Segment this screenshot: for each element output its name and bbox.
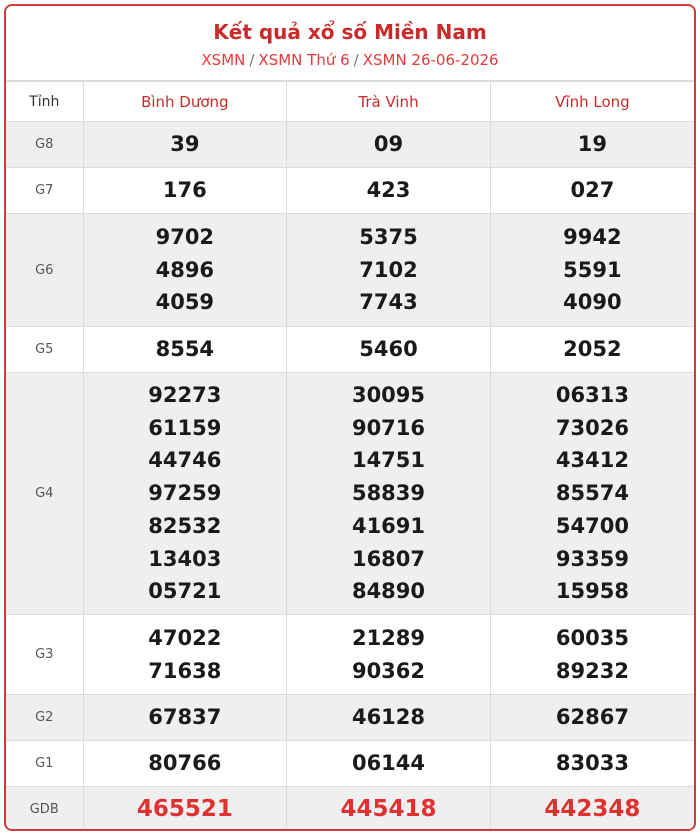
prize-number: 19 — [577, 132, 608, 157]
prize-cell — [490, 695, 694, 741]
prize-row — [6, 327, 694, 373]
prize-number: 71638 — [148, 658, 222, 683]
special-prize-number: 445418 — [340, 796, 437, 823]
prize-cell — [287, 695, 491, 741]
prize-cell — [287, 373, 491, 615]
province-column-header: Tỉnh — [6, 82, 83, 122]
prize-number: 84890 — [351, 579, 426, 604]
prize-number: 39 — [170, 132, 200, 157]
prize-number: 61159 — [148, 415, 222, 440]
prize-number: 2052 — [563, 337, 622, 362]
breadcrumb-separator: / — [353, 51, 359, 69]
breadcrumb-link-date[interactable]: XSMN 26-06-2026 — [362, 51, 499, 69]
prize-number: 7743 — [359, 290, 418, 315]
prize-cell — [490, 122, 694, 168]
prize-number: 46128 — [351, 705, 426, 730]
prize-number: 05721 — [148, 579, 222, 604]
prize-cell — [83, 615, 287, 695]
results-card — [4, 4, 696, 831]
prize-number: 13403 — [148, 546, 222, 571]
prize-number: 85574 — [555, 481, 629, 506]
prize-number: 93359 — [555, 546, 629, 571]
prize-label: G4 — [6, 373, 83, 615]
breadcrumb-link-xsmn[interactable]: XSMN — [201, 51, 246, 69]
breadcrumb — [6, 50, 694, 70]
prize-row — [6, 695, 694, 741]
table-header-row — [6, 82, 694, 122]
prize-cell — [83, 373, 287, 615]
prize-cell — [490, 741, 694, 787]
prize-number: 44746 — [148, 448, 222, 473]
prize-number: 30095 — [351, 383, 426, 408]
prize-row — [6, 214, 694, 327]
prize-cell — [287, 122, 491, 168]
prize-number: 16807 — [351, 546, 426, 571]
prize-label: G1 — [6, 741, 83, 787]
prize-row — [6, 168, 694, 214]
prize-number: 90716 — [351, 415, 426, 440]
prize-number: 9702 — [155, 224, 215, 249]
prize-number: 54700 — [555, 513, 629, 538]
prize-cell — [490, 214, 694, 327]
prize-row — [6, 741, 694, 787]
prize-number: 21289 — [351, 625, 426, 650]
prize-number: 14751 — [351, 448, 426, 473]
prize-number: 89232 — [555, 658, 629, 683]
results-header — [6, 6, 694, 81]
prize-number: 9942 — [563, 224, 622, 249]
prize-cell — [287, 615, 491, 695]
prize-row — [6, 122, 694, 168]
prize-cell — [83, 327, 287, 373]
prize-cell — [490, 327, 694, 373]
prize-number: 47022 — [148, 625, 222, 650]
prize-cell — [287, 327, 491, 373]
prize-number: 90362 — [351, 658, 426, 683]
prize-number: 5460 — [359, 337, 418, 362]
prize-number: 43412 — [555, 448, 629, 473]
breadcrumb-link-weekday[interactable]: XSMN Thứ 6 — [258, 51, 350, 69]
prize-number: 97259 — [148, 481, 222, 506]
prize-cell — [490, 787, 694, 832]
prize-number: 027 — [570, 178, 615, 203]
province-header[interactable]: Bình Dương — [83, 82, 287, 122]
prize-number: 92273 — [148, 383, 222, 408]
prize-number: 176 — [162, 178, 207, 203]
prize-cell — [83, 741, 287, 787]
prize-cell — [83, 122, 287, 168]
prize-cell — [83, 787, 287, 832]
prize-cell — [490, 168, 694, 214]
prize-rows — [6, 122, 694, 832]
prize-label: G2 — [6, 695, 83, 741]
prize-number: 82532 — [148, 513, 222, 538]
prize-cell — [83, 214, 287, 327]
prize-number: 58839 — [351, 481, 426, 506]
prize-label: G8 — [6, 122, 83, 168]
prize-number: 4090 — [563, 290, 622, 315]
prize-number: 4059 — [155, 290, 215, 315]
results-table — [6, 81, 694, 831]
prize-number: 5375 — [359, 224, 418, 249]
prize-number: 4896 — [155, 257, 215, 282]
prize-label: G6 — [6, 214, 83, 327]
prize-number: 06313 — [555, 383, 629, 408]
prize-label: GDB — [6, 787, 83, 832]
prize-row — [6, 615, 694, 695]
prize-number: 62867 — [555, 705, 629, 730]
prize-row — [6, 787, 694, 832]
province-header[interactable]: Trà Vinh — [287, 82, 491, 122]
prize-number: 41691 — [351, 513, 426, 538]
special-prize-number: 465521 — [136, 796, 233, 823]
prize-number: 5591 — [563, 257, 622, 282]
prize-row — [6, 373, 694, 615]
prize-label: G3 — [6, 615, 83, 695]
prize-cell — [83, 695, 287, 741]
prize-cell — [287, 214, 491, 327]
prize-number: 60035 — [555, 625, 629, 650]
prize-cell — [287, 168, 491, 214]
prize-cell — [83, 168, 287, 214]
prize-number: 80766 — [148, 751, 222, 776]
prize-cell — [287, 787, 491, 832]
prize-label: G5 — [6, 327, 83, 373]
prize-number: 06144 — [351, 751, 426, 776]
breadcrumb-separator: / — [249, 51, 255, 69]
prize-number: 83033 — [555, 751, 629, 776]
prize-number: 7102 — [359, 257, 418, 282]
prize-number: 67837 — [148, 705, 222, 730]
prize-cell — [490, 615, 694, 695]
prize-number: 09 — [373, 132, 404, 157]
special-prize-number: 442348 — [544, 796, 641, 823]
prize-number: 15958 — [555, 579, 629, 604]
prize-number: 73026 — [555, 415, 629, 440]
page-title: Kết quả xổ số Miền Nam — [213, 20, 487, 44]
prize-number: 8554 — [155, 337, 215, 362]
prize-number: 423 — [366, 178, 411, 203]
prize-cell — [490, 373, 694, 615]
prize-label: G7 — [6, 168, 83, 214]
prize-cell — [287, 741, 491, 787]
province-header[interactable]: Vĩnh Long — [490, 82, 694, 122]
